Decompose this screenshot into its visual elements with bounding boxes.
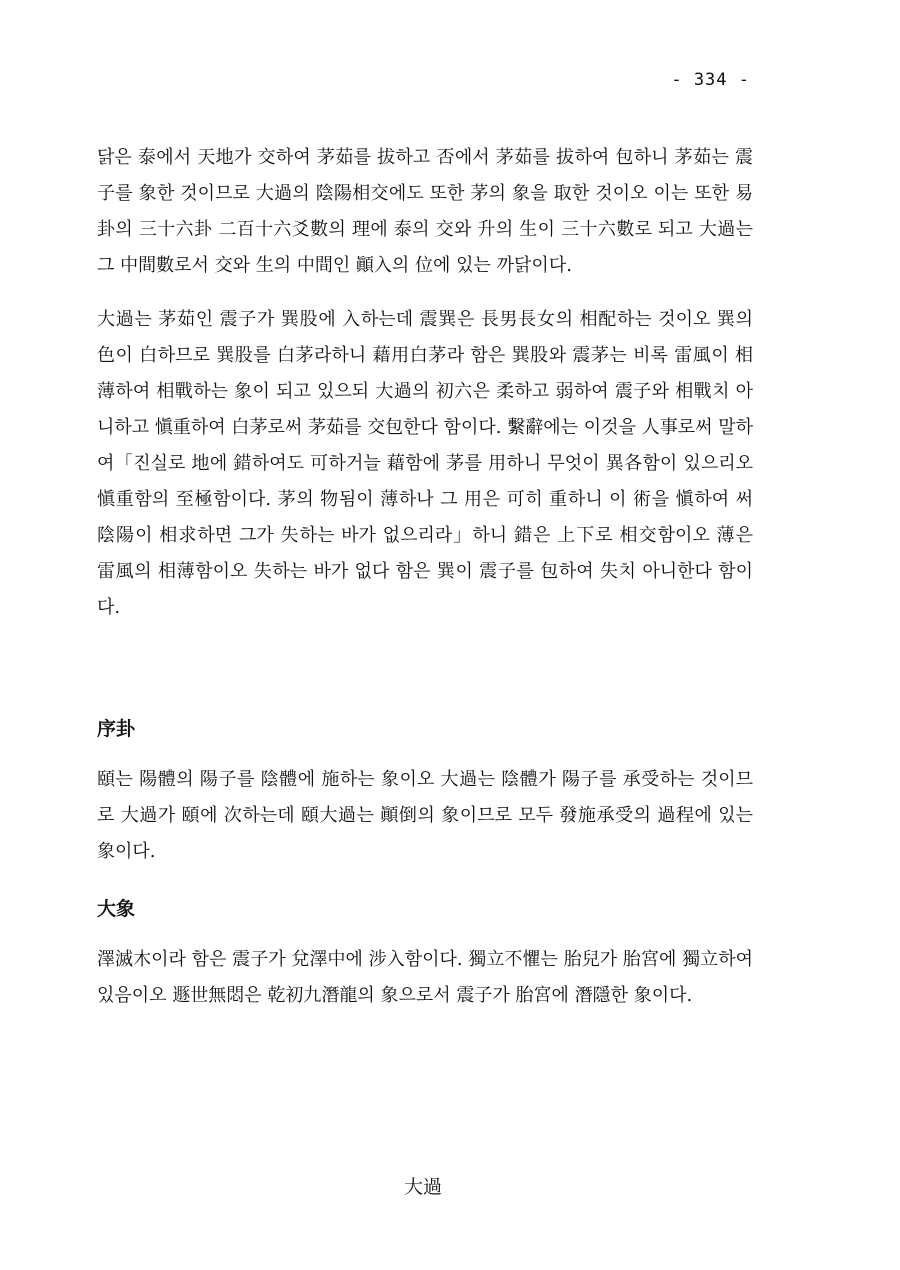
daxiang-paragraph: 澤滅木이라 함은 震子가 兌澤中에 涉入함이다. 獨立不懼는 胎兒가 胎宮에 獨立하여 있음이오 遯世無悶은 乾初九潛龍의 象으로서 震子가 胎宮에 潛隱한 象이다. [97,949,753,1006]
page-content [97,140,753,1014]
page-footer: 大過 [403,1176,442,1198]
body-paragraph-2: 大過는 茅茹인 震子가 巽股에 入하는데 震巽은 長男長女의 相配하는 것이오 巽의 色이 白하므로 巽股를 白茅라하니 藉用白茅라 함은 巽股와 震茅는 비록 雷風이 相薄하여 相戰하는 象이 되고 있으되 大過의 初六은 柔하고 弱하여 震子와 相戰치 아니하고 愼重하여 白茅로써 茅茹를 交包한다 함이다. 繫辭에는 이것을 人事로써 말하여「진실로 地에 錯하여도 可하거늘 藉함에 茅를 用하니 무엇이 異各함이 있으리오 愼重함의 至極함이다. 茅의 物됨이 薄하나 그 用은 可히 重하니 이 術을 愼하여 써 陰陽이 相求하면 그가 失하는 바가 없으리라」하니 錯은 上下로 相交함이오 薄은 雷風의 相薄함이오 失하는 바가 없다 함은 巽이 震子를 包하여 失치 아니한다 함이다. [97,309,753,618]
body-paragraph-1: 닭은 泰에서 天地가 交하여 茅茹를 拔하고 否에서 茅茹를 拔하여 包하니 茅茹는 震子를 象한 것이므로 大過의 陰陽相交에도 또한 茅의 象을 取한 것이오 이는 또한 易卦의 三十六卦 二百十六爻數의 理에 泰의 交와 升의 生이 三十六數로 되고 大過는 그 中間數로서 交와 生의 中間인 顚入의 位에 있는 까닭이다. [97,147,753,276]
section-heading-daxiang: 大象 [97,898,136,920]
xugua-paragraph: 頤는 陽體의 陽子를 陰體에 施하는 象이오 大過는 陰體가 陽子를 承受하는 것이므로 大過가 頤에 次하는데 頤大過는 顚倒의 象이므로 모두 發施承受의 過程에 있는 象이다. [97,769,753,862]
page-number: - 334 - [671,70,750,90]
section-heading-xugua: 序卦 [97,718,136,740]
